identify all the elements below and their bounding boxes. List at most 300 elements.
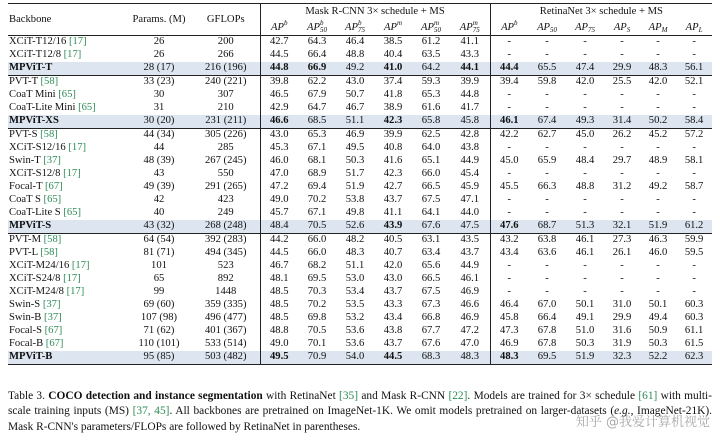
metric-header-cell — [566, 19, 604, 36]
retinanet-metric-cell: - — [692, 194, 696, 206]
citation-link[interactable]: [37] — [44, 312, 62, 324]
metric-label — [501, 19, 518, 33]
params-cell: 30 (20) — [126, 115, 192, 129]
gflops-cell: 496 (477) — [205, 312, 247, 324]
retinanet-metric-cell: 47.3 — [490, 325, 528, 338]
mask-rcnn-metric-cell: 66.5 — [421, 273, 441, 285]
mask-rcnn-metric-cell: 43.3 — [460, 49, 480, 61]
citation-link[interactable]: [17] — [63, 168, 81, 180]
params-cell: 48 (39) — [143, 155, 175, 167]
metric-sub — [514, 27, 518, 34]
mask-rcnn-metric-cell: 65.3 — [421, 89, 441, 101]
mask-rcnn-metric-cell: 65.8 — [412, 115, 450, 129]
caption-citation[interactable]: [22] — [448, 390, 468, 402]
citation-link[interactable]: [17] — [68, 142, 87, 154]
retinanet-metric-cell: 49.1 — [575, 312, 595, 324]
retinanet-metric-cell: - — [620, 207, 624, 219]
citation-link[interactable]: [17] — [63, 273, 81, 285]
retinanet-group-header: RetinaNet 3× schedule + MS — [490, 4, 712, 20]
backbone-cell — [8, 194, 126, 207]
metric-label — [686, 22, 703, 33]
backbone-name: MPViT-S — [9, 220, 52, 232]
mask-rcnn-metric-cell: 46.0 — [260, 155, 298, 168]
caption-citation[interactable]: [35] — [339, 390, 359, 402]
table-row — [8, 89, 712, 102]
metric-header-cell — [412, 19, 450, 36]
mask-rcnn-metric-cell: 47.1 — [460, 194, 480, 206]
retinanet-metric-cell: - — [583, 168, 587, 180]
metric-base: AP — [613, 21, 627, 33]
metric-base: AP — [575, 21, 589, 33]
retinanet-metric-cell: 29.9 — [604, 62, 640, 76]
gflops-cell: 210 — [217, 102, 234, 114]
metric-sub — [397, 27, 402, 34]
retinanet-metric-cell: - — [620, 49, 624, 61]
mask-rcnn-metric-cell: 41.8 — [383, 89, 403, 101]
retinanet-metric-cell: 26.1 — [612, 247, 632, 259]
metric-header-cell — [490, 19, 528, 36]
mask-rcnn-metric-cell: 61.6 — [421, 102, 441, 114]
backbone-name: MPViT-T — [9, 62, 53, 74]
metric-sub: L — [698, 26, 703, 35]
coco-results-table — [8, 3, 712, 365]
caption-citation[interactable]: [37, 45] — [132, 405, 170, 418]
metric-label — [383, 19, 402, 33]
retinanet-metric-cell: 46.1 — [575, 247, 595, 259]
retinanet-metric-cell: - — [620, 286, 624, 298]
citation-link[interactable]: [58] — [40, 129, 58, 141]
mask-rcnn-metric-cell: 46.9 — [460, 312, 480, 324]
retinanet-metric-cell: - — [490, 142, 528, 155]
mask-rcnn-metric-cell: 43.0 — [336, 76, 374, 90]
retinanet-metric-cell: - — [604, 36, 640, 50]
backbone-cell — [8, 312, 126, 325]
params-cell: 99 — [153, 286, 165, 298]
mask-rcnn-metric-cell: 43.3 — [383, 299, 403, 311]
params-cell: 71 (62) — [143, 325, 175, 337]
mask-rcnn-metric-cell: 49.8 — [345, 207, 365, 219]
params-cell: 101 — [151, 260, 167, 272]
retinanet-metric-cell: 39.4 — [490, 76, 528, 90]
mask-rcnn-metric-cell: 67.6 — [421, 338, 441, 350]
retinanet-metric-cell: - — [490, 273, 528, 286]
gflops-cell: 392 (283) — [192, 234, 260, 248]
params-cell: 81 (71) — [143, 247, 175, 259]
citation-link[interactable]: [17] — [63, 49, 82, 61]
gflops-cell: 892 — [217, 273, 234, 285]
retinanet-metric-cell: 50.1 — [648, 299, 668, 311]
mask-rcnn-metric-cell: 44.0 — [460, 207, 480, 219]
retinanet-metric-cell: - — [545, 49, 549, 61]
retinanet-metric-cell: 50.9 — [648, 325, 668, 337]
table-header — [8, 4, 712, 36]
backbone-cell — [8, 142, 126, 155]
mask-rcnn-metric-cell: 43.9 — [374, 220, 412, 234]
metric-sup: m — [472, 19, 478, 28]
mask-rcnn-metric-cell: 46.6 — [460, 299, 480, 311]
retinanet-metric-cell: - — [620, 273, 624, 285]
table-row — [8, 325, 712, 338]
mask-rcnn-metric-cell: 48.1 — [260, 273, 298, 286]
mask-rcnn-metric-cell: 46.1 — [460, 273, 480, 285]
retinanet-metric-cell: 45.0 — [566, 129, 604, 143]
backbone-name: CoaT-Lite S — [9, 207, 61, 219]
retinanet-metric-cell: 65.5 — [528, 62, 566, 76]
mask-rcnn-metric-cell: 46.6 — [260, 115, 298, 129]
retinanet-metric-cell: - — [545, 260, 549, 272]
gflops-cell: 266 — [217, 49, 234, 61]
retinanet-metric-cell: 51.3 — [566, 220, 604, 234]
metric-header-cell — [260, 19, 298, 36]
retinanet-metric-cell: 61.2 — [676, 220, 712, 234]
citation-link[interactable]: [65] — [78, 102, 96, 114]
mask-rcnn-metric-cell: 51.1 — [336, 115, 374, 129]
backbone-cell — [8, 220, 126, 234]
metric-sup: b — [319, 19, 324, 28]
retinanet-metric-cell: 25.5 — [604, 76, 640, 90]
mask-rcnn-metric-cell: 70.5 — [298, 220, 336, 234]
mask-rcnn-metric-cell: 44.8 — [260, 62, 298, 76]
retinanet-metric-cell: 42.2 — [490, 129, 528, 143]
table-row-highlighted — [8, 115, 712, 129]
table-row — [8, 168, 712, 181]
retinanet-metric-cell: 27.3 — [604, 234, 640, 248]
metric-header-cell — [604, 19, 640, 36]
caption-text: with RetinaNet — [262, 390, 340, 402]
retinanet-metric-cell: - — [528, 36, 566, 50]
retinanet-metric-cell: 46.1 — [566, 234, 604, 248]
backbone-name: PVT-L — [9, 247, 38, 259]
retinanet-metric-cell: - — [583, 49, 587, 61]
citation-link[interactable]: [67] — [45, 181, 63, 193]
table-row — [8, 247, 712, 260]
mask-rcnn-metric-cell: 47.0 — [260, 168, 298, 181]
backbone-name: MPViT-XS — [9, 115, 59, 127]
gflops-cell: 550 — [217, 168, 234, 180]
mask-rcnn-metric-cell: 69.5 — [307, 273, 327, 285]
backbone-name: XCiT-S24/8 — [9, 273, 61, 285]
mask-rcnn-metric-cell: 62.5 — [412, 129, 450, 143]
citation-link[interactable]: [17] — [68, 36, 87, 48]
citation-link[interactable]: [65] — [43, 194, 62, 206]
mask-rcnn-metric-cell: 41.1 — [450, 36, 490, 50]
params-cell: 44 — [153, 142, 165, 154]
gflops-cell: 200 — [192, 36, 260, 50]
mask-rcnn-metric-cell: 68.3 — [412, 351, 450, 365]
mask-rcnn-metric-cell: 44.9 — [460, 155, 480, 167]
table-row — [8, 49, 712, 62]
backbone-name: XCiT-M24/8 — [9, 286, 64, 298]
citation-link[interactable]: [65] — [58, 89, 76, 101]
caption-text: and Mask R-CNN — [358, 390, 449, 402]
backbone-cell — [8, 273, 126, 286]
params-cell: 110 (101) — [138, 338, 180, 350]
gflops-cell: 240 (221) — [192, 76, 260, 90]
mask-rcnn-metric-cell: 53.0 — [345, 273, 365, 285]
retinanet-metric-cell: - — [490, 49, 528, 62]
mask-rcnn-metric-cell: 45.7 — [260, 207, 298, 220]
mask-rcnn-metric-cell: 44.2 — [260, 234, 298, 248]
mask-rcnn-metric-cell: 65.3 — [298, 129, 336, 143]
metric-label — [345, 19, 365, 35]
retinanet-metric-cell: - — [692, 168, 696, 180]
table-row — [8, 194, 712, 207]
mask-rcnn-metric-cell: 42.3 — [383, 168, 403, 180]
retinanet-metric-cell: - — [692, 286, 696, 298]
table-row — [8, 155, 712, 168]
mask-rcnn-metric-cell: 50.3 — [345, 155, 365, 167]
table-row — [8, 234, 712, 248]
mask-rcnn-metric-cell: 42.3 — [374, 115, 412, 129]
metric-sub: 50 — [433, 26, 441, 35]
retinanet-metric-cell: 46.1 — [490, 115, 528, 129]
backbone-cell — [8, 129, 126, 143]
mask-rcnn-metric-cell: 45.8 — [450, 115, 490, 129]
mask-rcnn-metric-cell: 65.1 — [421, 155, 441, 167]
retinanet-metric-cell: 59.5 — [684, 247, 704, 259]
metric-sup: b — [283, 19, 288, 28]
mask-rcnn-metric-cell: 66.5 — [421, 181, 441, 193]
citation-link[interactable]: [17] — [71, 260, 90, 272]
mask-rcnn-metric-cell: 45.3 — [260, 142, 298, 155]
mask-rcnn-metric-cell: 48.8 — [345, 49, 365, 61]
retinanet-metric-cell: 62.3 — [676, 351, 712, 365]
mask-rcnn-metric-cell: 64.1 — [421, 207, 441, 219]
watermark: 知乎 @我爱计算机视觉 — [575, 415, 710, 430]
metric-label — [307, 19, 327, 35]
retinanet-metric-cell: - — [656, 260, 660, 272]
mask-rcnn-metric-cell: 64.2 — [412, 62, 450, 76]
caption-title: COCO detection and instance segmentation — [48, 390, 263, 402]
gflops-cell: 305 (226) — [192, 129, 260, 143]
mask-rcnn-metric-cell: 38.9 — [383, 102, 403, 114]
params-cell: 95 (85) — [126, 351, 192, 365]
backbone-name: Focal-T — [9, 181, 43, 193]
mask-rcnn-metric-cell: 70.2 — [307, 299, 327, 311]
mask-rcnn-metric-cell: 43.7 — [383, 194, 403, 206]
retinanet-metric-cell: 45.2 — [640, 129, 676, 143]
backbone-cell — [8, 76, 126, 90]
citation-link[interactable]: [17] — [66, 286, 85, 298]
mask-rcnn-metric-cell: 67.9 — [307, 89, 327, 101]
citation-link[interactable]: [67] — [44, 325, 63, 337]
mask-rcnn-metric-cell: 63.1 — [412, 234, 450, 248]
gflops-cell: 523 — [217, 260, 234, 272]
retinanet-metric-cell: - — [656, 207, 660, 219]
metric-base: AP — [271, 21, 284, 33]
retinanet-metric-cell: - — [620, 168, 624, 180]
backbone-header: Backbone — [8, 4, 126, 36]
mask-rcnn-metric-cell: 39.9 — [374, 129, 412, 143]
metric-label — [575, 22, 595, 33]
mask-rcnn-metric-cell: 53.5 — [345, 299, 365, 311]
backbone-name: MPViT-B — [9, 351, 53, 363]
retinanet-metric-cell: 48.9 — [648, 155, 668, 167]
mask-rcnn-metric-cell: 62.2 — [298, 76, 336, 90]
retinanet-metric-cell: - — [620, 102, 624, 114]
retinanet-metric-cell: - — [583, 102, 587, 114]
mask-rcnn-metric-cell: 67.1 — [307, 207, 327, 219]
params-cell: 44 (34) — [126, 129, 192, 143]
retinanet-metric-cell: - — [583, 207, 587, 219]
mask-rcnn-metric-cell: 66.0 — [421, 168, 441, 180]
mask-rcnn-metric-cell: 70.9 — [298, 351, 336, 365]
retinanet-metric-cell: - — [656, 89, 660, 101]
mask-rcnn-metric-cell: 52.6 — [336, 220, 374, 234]
metric-header-cell — [640, 19, 676, 36]
mask-rcnn-metric-cell: 44.5 — [374, 351, 412, 365]
retinanet-metric-cell: 49.4 — [648, 312, 668, 324]
table-body — [8, 36, 712, 365]
metric-sub: S — [626, 26, 631, 35]
backbone-cell — [8, 36, 126, 50]
caption-text: , ImageNet-21K). Mask R-CNN's parameters/FLOPs are followed by RetinaNet in parentheses. — [8, 405, 713, 433]
metric-base: AP — [537, 21, 551, 33]
mask-rcnn-metric-cell: 43.8 — [383, 325, 403, 337]
citation-link[interactable]: [37] — [43, 155, 61, 167]
backbone-name: Focal-S — [9, 325, 42, 337]
backbone-cell — [8, 168, 126, 181]
mask-rcnn-metric-cell: 64.3 — [298, 36, 336, 50]
metric-label — [459, 19, 480, 35]
table-row — [8, 181, 712, 194]
table-row — [8, 36, 712, 50]
mask-rcnn-metric-cell: 41.1 — [383, 207, 403, 219]
mask-rcnn-metric-cell: 69.4 — [307, 181, 327, 193]
citation-link[interactable]: [58] — [40, 247, 58, 259]
retinanet-metric-cell: - — [490, 194, 528, 207]
retinanet-metric-cell: 68.7 — [528, 220, 566, 234]
backbone-name: XCiT-S12/8 — [9, 168, 61, 180]
gflops-cell: 285 — [217, 142, 234, 154]
mask-rcnn-metric-cell: 43.8 — [460, 142, 480, 154]
gflops-cell: 1448 — [215, 286, 237, 298]
caption-citation[interactable]: [61] — [638, 390, 658, 402]
mask-rcnn-metric-cell: 49.0 — [260, 194, 298, 207]
mask-rcnn-metric-cell: 63.5 — [421, 49, 441, 61]
retinanet-metric-cell: 48.4 — [575, 155, 595, 167]
metric-sub: 75 — [357, 26, 365, 35]
retinanet-metric-cell: 31.2 — [612, 181, 632, 193]
retinanet-metric-cell: - — [620, 89, 624, 101]
backbone-cell — [8, 89, 126, 102]
metric-label — [271, 19, 288, 33]
mask-rcnn-metric-cell: 49.5 — [260, 351, 298, 365]
mask-rcnn-metric-cell: 41.0 — [374, 62, 412, 76]
backbone-cell — [8, 351, 126, 365]
params-cell: 64 (54) — [126, 234, 192, 248]
mask-rcnn-metric-cell: 48.8 — [260, 325, 298, 338]
retinanet-metric-cell: 51.0 — [575, 325, 595, 337]
mask-rcnn-metric-cell: 47.2 — [460, 325, 480, 337]
mask-rcnn-metric-cell: 67.6 — [412, 220, 450, 234]
metric-header-cell — [298, 19, 336, 36]
gflops-cell: 423 — [217, 194, 234, 206]
retinanet-metric-cell: 50.3 — [648, 338, 668, 350]
metric-label — [614, 22, 630, 33]
metric-sub: 75 — [472, 26, 480, 35]
retinanet-metric-cell: - — [545, 194, 549, 206]
citation-link[interactable]: [37] — [42, 299, 61, 311]
metric-base: AP — [383, 21, 397, 33]
mask-rcnn-metric-cell: 44.5 — [260, 247, 298, 260]
retinanet-metric-cell: 50.3 — [575, 338, 595, 350]
params-cell: 26 — [153, 49, 165, 61]
citation-link[interactable]: [58] — [43, 234, 62, 246]
mask-rcnn-metric-cell: 64.0 — [421, 142, 441, 154]
table-row — [8, 260, 712, 273]
retinanet-metric-cell: 42.0 — [640, 76, 676, 90]
mask-rcnn-metric-cell: 44.8 — [460, 89, 480, 101]
gflops-cell: 268 (248) — [192, 220, 260, 234]
retinanet-metric-cell: - — [656, 49, 660, 61]
mask-rcnn-metric-cell: 48.5 — [260, 286, 298, 299]
retinanet-metric-cell: 47.6 — [490, 220, 528, 234]
metric-sup: b — [514, 19, 518, 28]
backbone-name: Swin-B — [9, 312, 42, 324]
backbone-cell — [8, 338, 126, 351]
metric-sup: m — [396, 19, 402, 28]
retinanet-metric-cell: - — [620, 260, 624, 272]
retinanet-metric-cell: - — [490, 36, 528, 50]
table-row — [8, 299, 712, 312]
params-cell: 40 — [153, 207, 165, 219]
citation-link[interactable]: [67] — [45, 338, 64, 350]
retinanet-metric-cell: 49.2 — [648, 181, 668, 193]
metric-sub — [284, 27, 288, 34]
retinanet-metric-cell: - — [545, 273, 549, 285]
mask-rcnn-metric-cell: 68.5 — [298, 115, 336, 129]
retinanet-metric-cell: - — [490, 260, 528, 273]
backbone-cell — [8, 325, 126, 338]
retinanet-metric-cell: 69.5 — [528, 351, 566, 365]
mask-rcnn-metric-cell: 54.0 — [336, 351, 374, 365]
mask-rcnn-metric-cell: 66.4 — [307, 49, 327, 61]
backbone-cell — [8, 62, 126, 76]
retinanet-metric-cell: - — [490, 207, 528, 220]
mask-rcnn-metric-cell: 43.7 — [383, 286, 403, 298]
retinanet-metric-cell: - — [545, 207, 549, 219]
mask-rcnn-metric-cell: 43.0 — [260, 129, 298, 143]
retinanet-metric-cell: - — [620, 142, 624, 154]
gflops-cell: 359 (335) — [205, 299, 247, 311]
mask-rcnn-metric-cell: 70.2 — [307, 194, 327, 206]
results-table-container — [8, 3, 712, 365]
mask-rcnn-metric-cell: 70.3 — [307, 286, 327, 298]
metric-base: AP — [685, 21, 699, 33]
retinanet-metric-cell: 56.1 — [676, 62, 712, 76]
mask-rcnn-metric-cell: 53.2 — [345, 312, 365, 324]
mask-rcnn-metric-cell: 53.8 — [345, 194, 365, 206]
citation-link[interactable]: [65] — [63, 207, 82, 219]
retinanet-metric-cell: 50.2 — [640, 115, 676, 129]
params-cell: 42 — [153, 194, 165, 206]
mask-rcnn-metric-cell: 51.7 — [345, 168, 365, 180]
mask-rcnn-metric-cell: 42.7 — [260, 36, 298, 50]
table-row-highlighted — [8, 62, 712, 76]
mask-rcnn-metric-cell: 41.7 — [460, 102, 480, 114]
mask-rcnn-metric-cell: 66.9 — [298, 62, 336, 76]
backbone-cell — [8, 49, 126, 62]
table-row — [8, 273, 712, 286]
citation-link[interactable]: [58] — [40, 76, 59, 88]
backbone-name: CoaT-Lite Mini — [9, 102, 76, 114]
retinanet-metric-cell: 58.4 — [676, 115, 712, 129]
metric-base: AP — [501, 21, 515, 33]
mask-rcnn-group-header: Mask R-CNN 3× schedule + MS — [260, 4, 490, 20]
retinanet-metric-cell: - — [692, 142, 696, 154]
table-row — [8, 102, 712, 115]
